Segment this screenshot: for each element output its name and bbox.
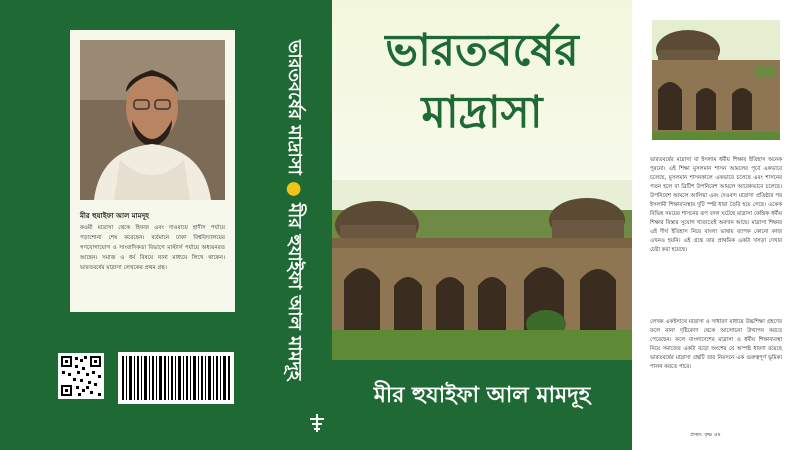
barcode — [118, 352, 234, 404]
front-author-name: মীর হুযাইফা আল মামদূহ — [373, 383, 591, 408]
flap-paragraph-2: লেখক একইসাথে মাদ্রাসা ও সাধারণ মাধ্যমে উচ্চশিক্ষা গ্রহণের ফলে নানা দৃষ্টিকোণ থেকে আলোচনা উত্থাপন করতে পেরেছেন। ফলে বাংলাদেশের মাদ্রাসা ও ধর্মীয় শিক্ষাব্যবস্থা নিয়ে সমাজের একটা বড়ো অংশের যে অস্পষ্ট ধারণা রয়েছে ভারতবর্ষের মাদ্রাসা গ্রন্থটি তার নিরসনে এক গুরুত্বপূর্ণ ভূমিকা পালন করতে পারে। — [650, 319, 782, 370]
publisher-logo-icon — [306, 412, 328, 434]
flap-paragraph-1: ভারতবর্ষের মাদ্রাসা বা ইসলাম ধর্মীয় শিক্ষার ইতিহাস অনেক পুরনো। এই শিক্ষা মুসলমান শাসন আমলের পূর্বে একভাবে চলেছে, মুসলমান শাসনকালে একভাবে চলেছে এবং শাসনের পতন হলে বা ব্রিটিশ উপনিবেশ আমলে আরেকভাবে চলেছে। উপনিবেশ আমলে আলিয়া এবং দেওবন্দ মাদ্রাসা প্রতিষ্ঠার পর ইসলামী শিক্ষাব্যবস্থার দুটি স্পষ্ট ধারা তৈরি হয়ে গেছে। একেক বিভিন্ন সময়ের শাসনের রূপ বদল ঘটেছে মাদ্রাসা কেন্দ্রিক ধর্মীয় শিক্ষার বিস্তার সুযোগ খাতাতেই অবদান আছে। মাদ্রাসা শিক্ষার এই দীর্ঘ ইতিহাস নিয়ে বাংলা ভাষায় ব্যাপক কোনো কাজ এখনও হয়নি। এই গ্রন্থে তার প্রাথমিক একটা খসড়া দেখার চেষ্টা করা হয়েছে। — [650, 157, 782, 253]
spine-bullet-icon: ● — [284, 181, 305, 204]
author-portrait — [80, 40, 225, 200]
author-bio: কওমী মাদ্রাসা থেকে হিফজ এবং দাওরায়ে হাদীস পর্যায়ে পড়াশোনা শেষ করেছেন। বর্তমানে ঢাকা বিশ্ববিদ্যালয়ের গণযোগাযোগ ও সাংবাদিকতা বিভাগে মাস্টার্স পর্যায়ে অধ্যয়নরত আছেন। সমাজ ও ধর্ম বিষয়ে নানা মাধ্যমে লিখে থাকেন। ভারতবর্ষের মাদ্রাসা লেখকের প্রথম গ্রন্থ। — [80, 225, 225, 271]
author-card — [70, 30, 235, 312]
flap-photo-image — [652, 20, 780, 140]
barcode-image — [118, 352, 234, 404]
book-title-line1: ভারতবর্ষের — [385, 25, 579, 76]
cover-design-credit: প্রচ্ছদ: কৃষ্ণ এম — [690, 432, 721, 438]
qr-code — [58, 353, 104, 399]
madrasa-photo — [332, 180, 632, 360]
author-portrait-image — [80, 40, 225, 200]
book-title-line2: মাদ্রাসা — [421, 87, 543, 138]
madrasa-photo-image — [332, 180, 632, 360]
flap-photo — [652, 20, 780, 140]
spine-title — [278, 40, 309, 380]
qr-code-image — [58, 353, 104, 399]
spine-author-text: মীর হুযাইফা আল মামদূহ — [284, 203, 305, 381]
publisher-logo-graphic — [306, 412, 328, 434]
spine-title-text: ভারতবর্ষের মাদ্রাসা — [284, 40, 305, 175]
back-author-name: মীর হুযাইফা আল মামদূহ — [80, 212, 149, 220]
